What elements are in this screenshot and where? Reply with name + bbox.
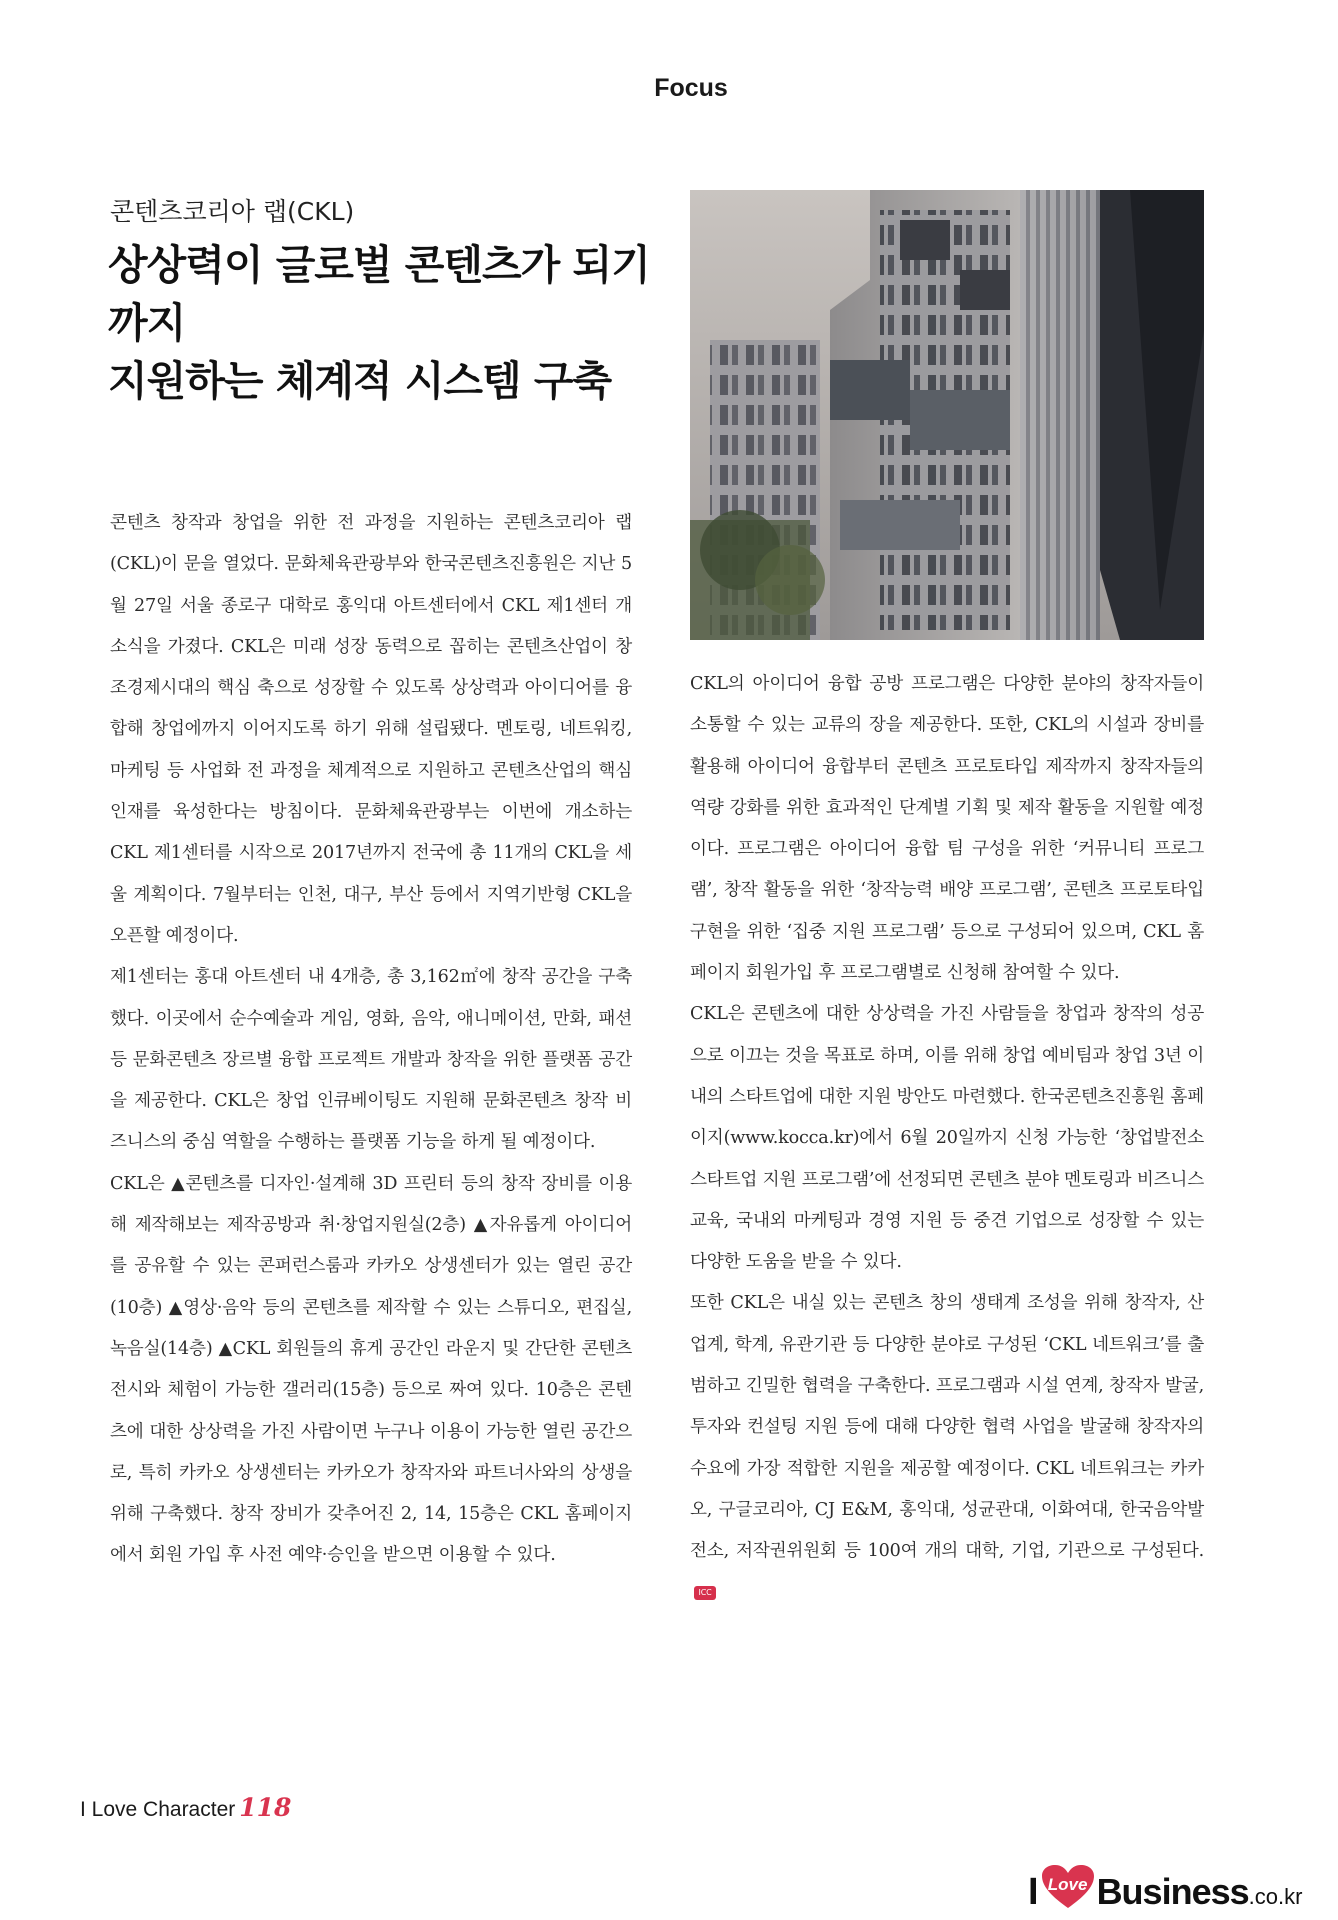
- headline-line-1: 상상력이 글로벌 콘텐츠가 되기까지: [108, 241, 650, 347]
- logo-i: I: [1028, 1871, 1039, 1913]
- headline-line-2: 지원하는 체계적 시스템 구축: [108, 357, 612, 405]
- building-photo: [690, 190, 1204, 640]
- left-paragraph-3: CKL은 ▲콘텐츠를 디자인·설계해 3D 프린터 등의 창작 장비를 이용해 제작해보는 제작공방과 취·창업지원실(2층) ▲자유롭게 아이디어를 공유할 수 있는 콘퍼런스룸과 카카오 상생센터가 있는 열린 공간(10층) ▲영상·음악 등의 콘텐츠를 제작할 수 있는 스튜디오, 편집실, 녹음실(14층) ▲CKL 회원들의 휴게 공간인 라운지 및 간단한 콘텐츠 전시와 체험이 가능한 갤러리(15층) 등으로 짜여 있다. 10층은 콘텐츠에 대한 상상력을 가진 사람이면 누구나 이용이 가능한 열린 공간으로, 특히 카카오 상생센터는 카카오가 창작자와 파트너사와의 상생을 위해 구축했다. 창작 장비가 갖추어진 2, 14, 15층은 CKL 홈페이지에서 회원 가입 후 사전 예약·승인을 받으면 이용할 수 있다.: [110, 1173, 632, 1566]
- article-kicker: 콘텐츠코리아 랩(CKL): [110, 197, 355, 226]
- magazine-name: I Love Character: [80, 1798, 236, 1821]
- right-column: [690, 664, 1204, 1614]
- logo-business: Business: [1096, 1871, 1249, 1912]
- article-headline: [108, 236, 688, 410]
- right-paragraph-2: CKL은 콘텐츠에 대한 상상력을 가진 사람들을 창업과 창작의 성공으로 이끄는 것을 목표로 하며, 이를 위해 창업 예비팀과 창업 3년 이내의 스타트업에 대한 지원 방안도 마련했다. 한국콘텐츠진흥원 홈페이지(www.kocca.kr)에서 6월 20일까지 신청 가능한 ‘창업발전소 스타트업 지원 프로그램’에 선정되면 콘텐츠 분야 멘토링과 비즈니스 교육, 국내외 마케팅과 경영 지원 등 중견 기업으로 성장할 수 있는 다양한 도움을 받을 수 있다.: [690, 1004, 1204, 1273]
- left-column: [110, 503, 632, 1577]
- section-tag: Focus: [654, 74, 728, 102]
- logo-domain: .co.kr: [1248, 1884, 1303, 1909]
- end-mark-icon: ICC: [694, 1586, 716, 1600]
- page-number: 118: [239, 1793, 292, 1822]
- footer-logo: [1028, 1858, 1302, 1914]
- right-paragraph-3-text: 또한 CKL은 내실 있는 콘텐츠 창의 생태계 조성을 위해 창작자, 산업계, 학계, 유관기관 등 다양한 분야로 구성된 ‘CKL 네트워크’를 출범하고 긴밀한 협력을 구축한다. 프로그램과 시설 연계, 창작자 발굴, 투자와 컨설팅 지원 등에 대해 다양한 협력 사업을 발굴해 창작자의 수요에 가장 적합한 지원을 제공할 예정이다. CKL 네트워크는 카카오, 구글코리아, CJ E&M, 홍익대, 성균관대, 이화여대, 한국음악발전소, 저작권위원회 등 100여 개의 대학, 기업, 기관으로 구성된다.: [690, 1293, 1204, 1562]
- logo-love: Love: [1047, 1875, 1088, 1894]
- footer-magazine: [80, 1793, 291, 1822]
- left-paragraph-1: 콘텐츠 창작과 창업을 위한 전 과정을 지원하는 콘텐츠코리아 랩(CKL)이 문을 열었다. 문화체육관광부와 한국콘텐츠진흥원은 지난 5월 27일 서울 종로구 대학로 홍익대 아트센터에서 CKL 제1센터 개소식을 가졌다. CKL은 미래 성장 동력으로 꼽히는 콘텐츠산업이 창조경제시대의 핵심 축으로 성장할 수 있도록 상상력과 아이디어를 융합해 창업에까지 이어지도록 하기 위해 설립됐다. 멘토링, 네트워킹, 마케팅 등 사업화 전 과정을 체계적으로 지원하고 콘텐츠산업의 핵심 인재를 육성한다는 방침이다. 문화체육관광부는 이번에 개소하는 CKL 제1센터를 시작으로 2017년까지 전국에 총 11개의 CKL을 세울 계획이다. 7월부터는 인천, 대구, 부산 등에서 지역기반형 CKL을 오픈할 예정이다.: [110, 513, 632, 946]
- left-paragraph-2: 제1센터는 홍대 아트센터 내 4개층, 총 3,162㎡에 창작 공간을 구축했다. 이곳에서 순수예술과 게임, 영화, 음악, 애니메이션, 만화, 패션 등 문화콘텐츠 장르별 융합 프로젝트 개발과 창작을 위한 플랫폼 공간을 제공한다. CKL은 창업 인큐베이팅도 지원해 문화콘텐츠 창작 비즈니스의 중심 역할을 수행하는 플랫폼 기능을 하게 될 예정이다.: [110, 967, 632, 1153]
- right-paragraph-3: [690, 1283, 1204, 1613]
- heart-icon: [1041, 1864, 1095, 1910]
- right-paragraph-1: CKL의 아이디어 융합 공방 프로그램은 다양한 분야의 창작자들이 소통할 수 있는 교류의 장을 제공한다. 또한, CKL의 시설과 장비를 활용해 아이디어 융합부터 콘텐츠 프로토타입 제작까지 창작자들의 역량 강화를 위한 효과적인 단계별 기획 및 제작 활동을 지원할 예정이다. 프로그램은 아이디어 융합 팀 구성을 위한 ‘커뮤니티 프로그램’, 창작 활동을 위한 ‘창작능력 배양 프로그램’, 콘텐츠 프로토타입 구현을 위한 ‘집중 지원 프로그램’ 등으로 구성되어 있으며, CKL 홈페이지 회원가입 후 프로그램별로 신청해 참여할 수 있다.: [690, 674, 1204, 984]
